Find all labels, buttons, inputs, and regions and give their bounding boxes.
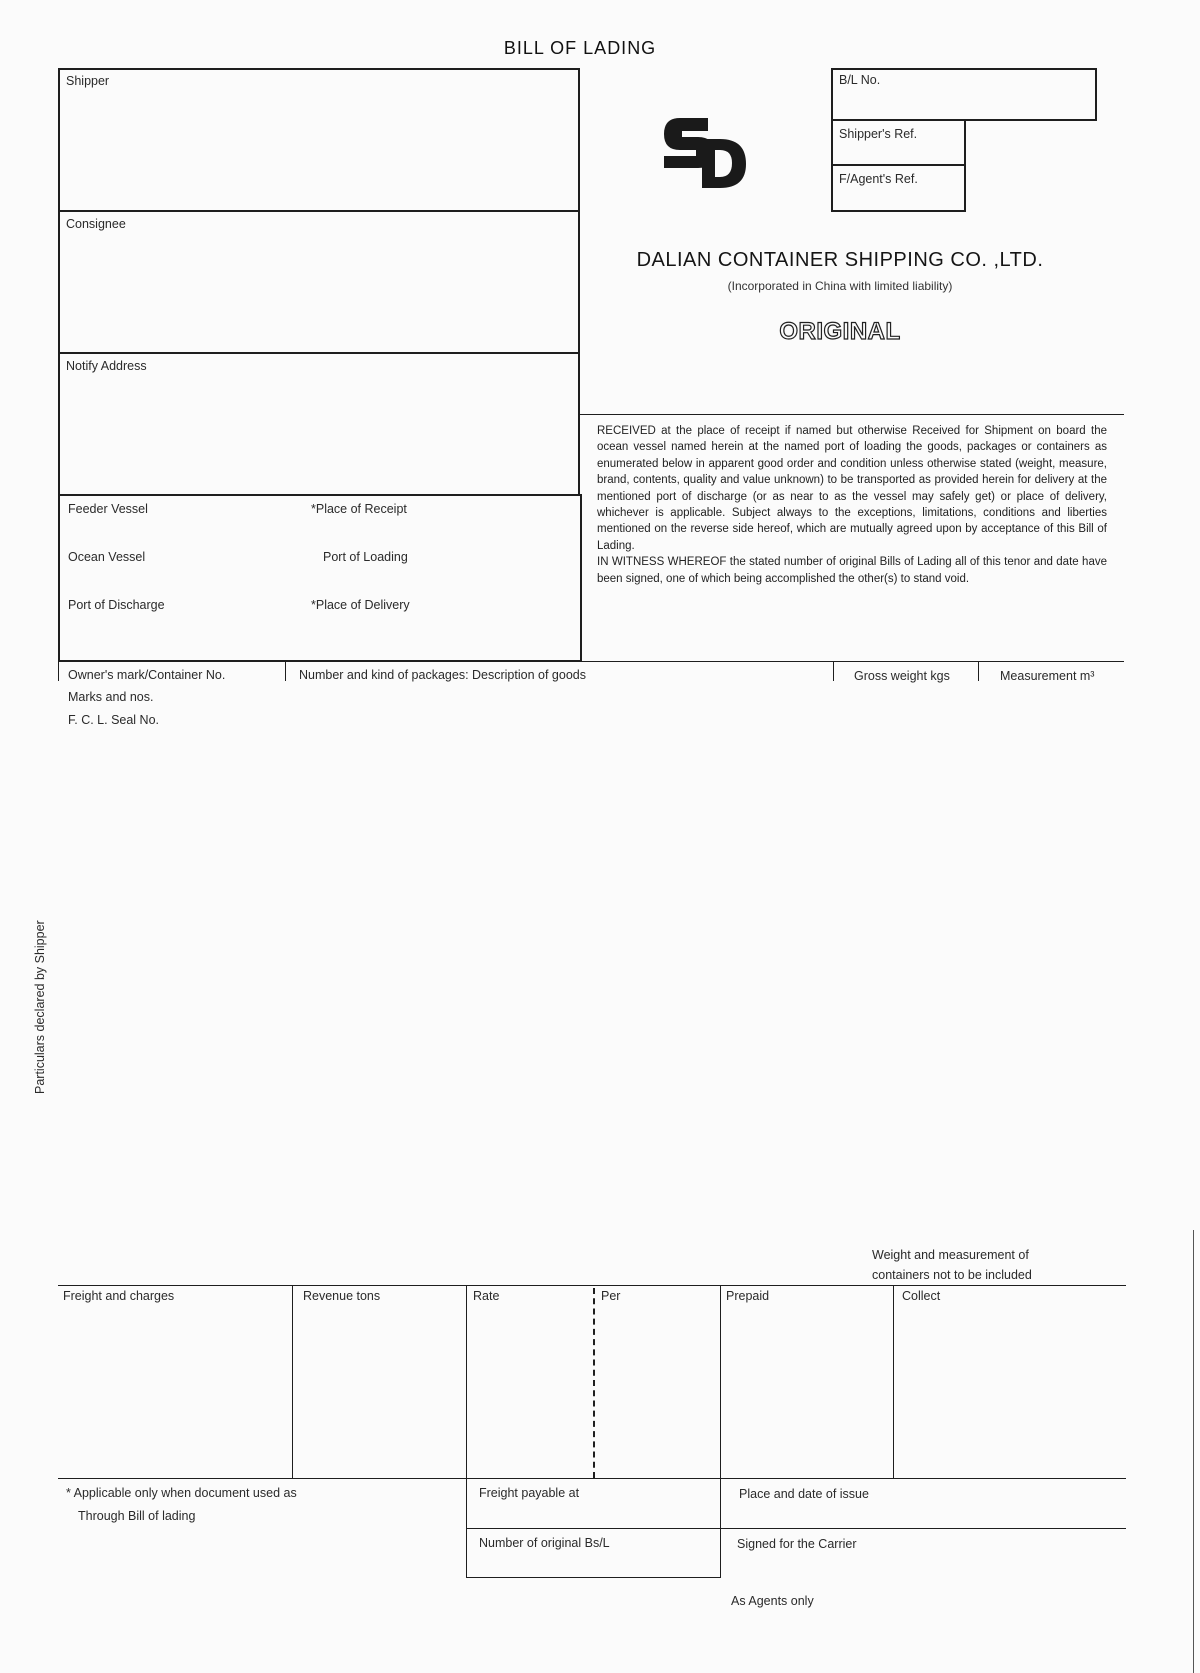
company-name: DALIAN CONTAINER SHIPPING CO. ,LTD. [636,249,1044,271]
as-agents-label: As Agents only [731,1594,814,1608]
prepaid-label: Prepaid [726,1289,770,1303]
weight-note-line1: Weight and measurement of [872,1248,1029,1262]
freight-col-divider-4 [720,1285,721,1478]
collect-label: Collect [902,1289,941,1303]
consignee-box[interactable] [58,210,580,354]
consignee-label: Consignee [66,217,126,231]
goods-col-divider-2 [833,661,834,681]
place-of-receipt-label: *Place of Receipt [311,502,407,516]
applicable-note-line1: * Applicable only when document used as [66,1486,297,1500]
shipper-box[interactable] [58,68,580,212]
shippers-ref-label: Shipper's Ref. [839,127,918,141]
measurement-label: Measurement m³ [1000,669,1095,683]
witness-clause: IN WITNESS WHEREOF the stated number of original Bills of Lading all of this tenor and date have been signed, one of which being accomplished the other(s) to stand void. [597,556,1107,585]
goods-col-divider-1 [285,661,286,681]
signed-carrier-label: Signed for the Carrier [737,1537,857,1551]
terms-text [597,423,1107,587]
port-of-loading-label: Port of Loading [323,550,408,564]
particulars-side-label: Particulars declared by Shipper [33,920,47,1094]
owners-mark-label: Owner's mark/Container No. [68,668,226,682]
shipper-label: Shipper [66,74,110,88]
footer-bottom-rule [466,1577,720,1578]
incorporation-note: (Incorporated in China with limited liability) [727,279,953,293]
freight-top-rule [58,1285,1126,1286]
fcl-seal-label: F. C. L. Seal No. [68,713,160,727]
company-logo [658,112,748,192]
feeder-vessel-label: Feeder Vessel [68,502,148,516]
freight-col-divider-5 [893,1285,894,1478]
per-label: Per [601,1289,621,1303]
description-label: Number and kind of packages: Description of goods [299,668,586,682]
marks-and-nos-label: Marks and nos. [68,690,154,704]
freight-col-divider-1 [292,1285,293,1478]
ocean-vessel-label: Ocean Vessel [68,550,146,564]
applicable-note-line2: Through Bill of lading [78,1509,196,1523]
number-original-label: Number of original Bs/L [479,1536,610,1550]
rate-label: Rate [473,1289,500,1303]
goods-left-tick [58,661,59,681]
page-right-edge [1193,1230,1194,1673]
freight-bottom-rule [58,1478,1126,1479]
document-title: BILL OF LADING [503,38,657,58]
agents-ref-label: F/Agent's Ref. [839,172,918,186]
freight-charges-label: Freight and charges [63,1289,175,1303]
place-of-delivery-label: *Place of Delivery [311,598,410,612]
bl-no-label: B/L No. [839,73,881,87]
gross-weight-label: Gross weight kgs [854,669,950,683]
notify-address-label: Notify Address [66,359,147,373]
goods-col-divider-3 [978,661,979,681]
port-of-discharge-label: Port of Discharge [68,598,165,612]
goods-header-rule [58,661,1124,662]
original-stamp: ORIGINAL [779,318,901,345]
revenue-tons-label: Revenue tons [303,1289,381,1303]
weight-note-line2: containers not to be included [872,1268,1032,1282]
footer-middle-rule [466,1528,1126,1529]
freight-col-divider-2 [466,1285,467,1478]
place-date-issue-label: Place and date of issue [739,1487,869,1501]
terms-top-rule [580,414,1124,415]
received-clause: RECEIVED at the place of receipt if named but otherwise Received for Shipment on board the ocean vessel named herein at the named port of loading the goods, packages or containers as enumerated below in apparent good order and condition unless otherwise stated (weight, measure, brand, contents, quality and value unknown) to be transported as provided herein for delivery at the mentioned port of discharge (or as near to as the vessel may safely get) or place of delivery, whichever is applicable. Subject always to the exceptions, limitations, conditions and liberties mentioned on the reverse side hereof, which are mutually agreed upon by acceptance of this Bill of Lading. [597,425,1107,552]
rate-per-divider [593,1288,595,1478]
freight-payable-label: Freight payable at [479,1486,580,1500]
routing-box [58,494,582,662]
